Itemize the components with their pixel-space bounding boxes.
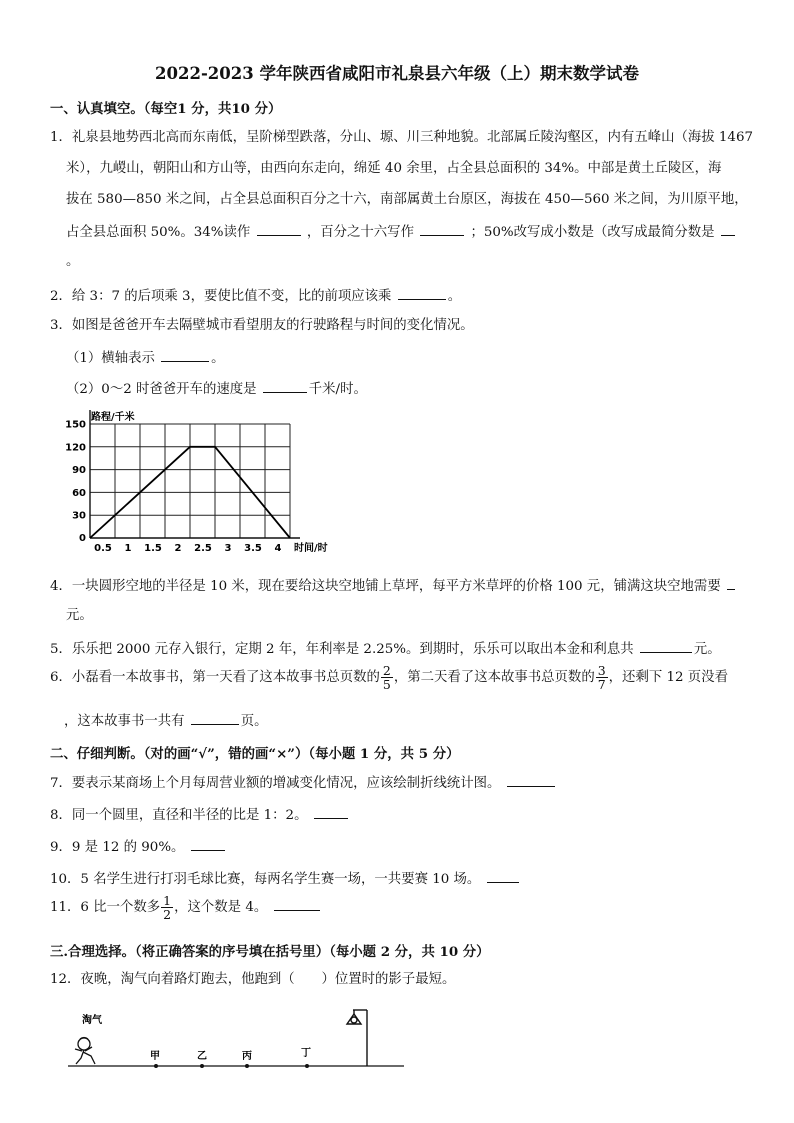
q4-end: 元。	[66, 608, 93, 623]
q12: 12．夜晚，淘气向着路灯跑去，他跑到（ ）位置时的影子最短。	[50, 972, 456, 987]
x-tick-label: 1.5	[144, 543, 162, 554]
q5-blank[interactable]	[640, 640, 692, 653]
street-lamp-figure	[64, 1006, 406, 1076]
q1-blank-1[interactable]	[257, 223, 301, 236]
q11-blank[interactable]	[274, 898, 320, 911]
q1-line-4	[66, 223, 737, 241]
y-tick-label: 60	[72, 487, 86, 499]
point-jia-label: 甲	[150, 1051, 160, 1062]
q3-sub1-text: （1）横轴表示	[66, 351, 155, 366]
q3-sub2-end: 千米/时。	[308, 382, 367, 397]
y-tick-label: 150	[65, 419, 86, 431]
section-2-heading: 二、仔细判断。（对的画“√”，错的画“×”）（每小题 1 分，共 5 分）	[50, 746, 460, 762]
q1-text-b: ，百分之十六写作	[306, 225, 414, 240]
x-tick-label: 1	[124, 543, 132, 554]
q5-text: 5．乐乐把 2000 元存入银行，定期 2 年，年利率是 2.25%。到期时，乐乐可以取出本金和利息共	[50, 642, 634, 657]
fraction-3-7: $\frac{3}{7}$	[597, 663, 606, 693]
q6-text-e: 页。	[240, 714, 268, 729]
q3-sub1-end: 。	[211, 351, 225, 366]
q9-blank[interactable]	[191, 838, 225, 851]
x-tick-label: 3.5	[244, 543, 262, 554]
point-yi-label: 乙	[197, 1051, 207, 1062]
q10-text: 10．5 名学生进行打羽毛球比赛，每两名学生赛一场，一共要赛 10 场。	[50, 872, 481, 887]
q5-end: 元。	[693, 642, 721, 657]
point-ding-label: 丁	[301, 1048, 311, 1059]
fraction-2-5: $\frac{2}{5}$	[382, 663, 391, 693]
y-tick-label: 120	[65, 442, 86, 454]
q6-text-c: ，还剩下 12 页没看	[608, 670, 728, 686]
q2-end: 。	[447, 289, 462, 304]
x-tick-label: 2.5	[194, 543, 212, 554]
q7-blank[interactable]	[507, 774, 555, 787]
q4-blank[interactable]	[727, 577, 735, 590]
x-tick-label: 0.5	[94, 543, 112, 554]
fraction-1-2: $\frac{1}{2}$	[163, 893, 172, 923]
q2	[50, 287, 461, 305]
q1-blank-3[interactable]	[721, 223, 735, 236]
x-tick-label: 4	[274, 543, 282, 554]
page-title: 2022-2023 学年陕西省咸阳市礼泉县六年级（上）期末数学试卷	[155, 64, 639, 83]
q4-line-1	[50, 577, 737, 595]
child-label: 淘气	[82, 1015, 102, 1026]
q1-text-a: 占全县总面积 50%。34%读作	[66, 225, 251, 240]
q5	[50, 640, 721, 658]
q9-text: 9．9 是 12 的 90%。	[50, 840, 185, 855]
q6-line-2	[64, 712, 268, 730]
q9	[50, 838, 227, 856]
y-tick-label: 90	[72, 465, 86, 477]
q10-blank[interactable]	[487, 870, 519, 883]
q1-line-2: 米），九嵕山，朝阳山和方山等，由西向东走向，绵延 40 余里，占全县总面积的 34%。中部是黄土丘陵区，海	[66, 161, 722, 176]
q11-text-b: ，这个数是 4。	[174, 900, 268, 916]
point-yi-dot	[200, 1064, 204, 1068]
q1-line-5: 。	[66, 254, 80, 269]
q6-text-a: 6．小磊看一本故事书，第一天看了这本故事书总页数的	[50, 670, 380, 686]
q8	[50, 806, 350, 824]
q1-line-1: 1．礼泉县地势西北高而东南低，呈阶梯型跌落，分山、塬、川三种地貌。北部属丘陵沟壑区，内有五峰山（海拔 1467	[50, 130, 753, 145]
q11	[50, 894, 322, 921]
q3-sub2	[66, 380, 367, 398]
q1-text-c: ；50%改写成小数是（改写成最简分数是	[470, 225, 715, 240]
x-tick-label: 3	[224, 543, 232, 554]
q6-line-1	[50, 664, 728, 691]
x-axis-title: 时间/时	[294, 543, 328, 554]
q6-text-b: ，第二天看了这本故事书总页数的	[393, 670, 595, 686]
point-jia-dot	[154, 1064, 158, 1068]
y-tick-label: 30	[72, 510, 86, 522]
q6-blank[interactable]	[191, 712, 239, 725]
section-3-heading: 三.合理选择。（将正确答案的序号填在括号里）（每小题 2 分，共 10 分）	[50, 944, 490, 960]
distance-time-chart	[58, 410, 328, 560]
point-bing-label: 丙	[242, 1051, 252, 1062]
y-axis-title: 路程/千米	[91, 412, 135, 423]
q6-text-d: ，这本故事书一共有	[64, 714, 185, 729]
street-lamp-icon	[347, 1010, 367, 1066]
q2-text: 2．给 3：7 的后项乘 3，要使比值不变，比的前项应该乘	[50, 289, 392, 304]
q7	[50, 774, 557, 792]
point-bing-dot	[245, 1064, 249, 1068]
q3-stem: 3．如图是爸爸开车去隔壁城市看望朋友的行驶路程与时间的变化情况。	[50, 318, 474, 333]
q2-blank[interactable]	[398, 287, 446, 300]
q11-text-a: 11．6 比一个数多	[50, 900, 161, 916]
q4-text: 4．一块圆形空地的半径是 10 米，现在要给这块空地铺上草坪，每平方米草坪的价格 100 元，铺满这块空地需要	[50, 579, 721, 594]
q3-blank-1[interactable]	[161, 349, 209, 362]
x-tick-label: 2	[174, 543, 182, 554]
q10	[50, 870, 521, 888]
origin-label: 0	[79, 533, 86, 544]
q8-blank[interactable]	[314, 806, 348, 819]
q7-text: 7．要表示某商场上个月每周营业额的增减变化情况，应该绘制折线统计图。	[50, 776, 501, 791]
q3-sub2-text: （2）0～2 时爸爸开车的速度是	[66, 382, 257, 397]
q1-blank-2[interactable]	[420, 223, 464, 236]
q1-line-3: 拔在 580—850 米之间，占全县总面积百分之十六，南部属黄土台原区，海拔在 450—560 米之间，为川原平地，	[66, 192, 748, 207]
section-1-heading: 一、认真填空。（每空1 分，共10 分）	[50, 101, 282, 117]
child-running-icon	[75, 1038, 95, 1065]
q3-blank-2[interactable]	[263, 380, 307, 393]
point-ding-dot	[305, 1064, 309, 1068]
q3-sub1	[66, 349, 225, 367]
q8-text: 8．同一个圆里，直径和半径的比是 1：2。	[50, 808, 308, 823]
